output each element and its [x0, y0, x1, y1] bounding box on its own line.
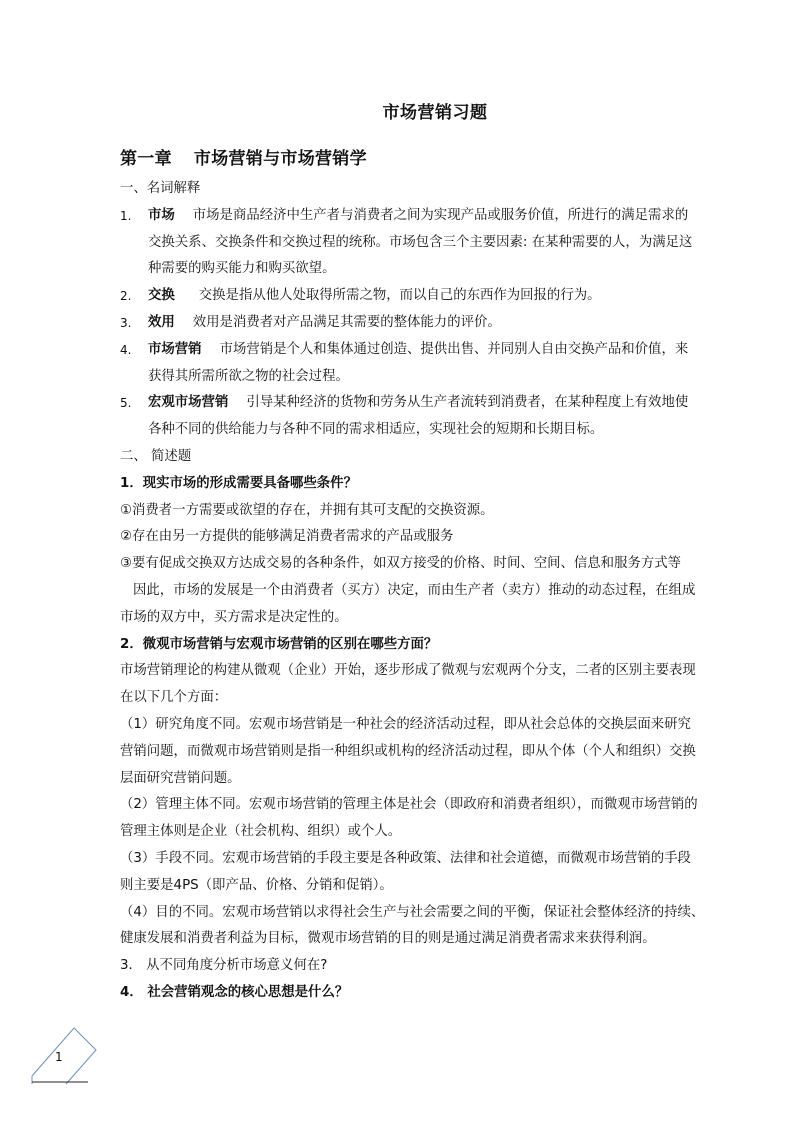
answer-line: （4）目的不同。宏观市场营销以求得社会生产与社会需要之间的平衡，保证社会整体经济的持续、 — [120, 904, 705, 920]
answer-line: 管理主体则是企业（社会机构、组织）或个人。 — [120, 824, 402, 840]
answer-line: 健康发展和消费者利益为目标，微观市场营销的目的则是通过满足消费者需求来获得利润。 — [120, 931, 656, 947]
page-number: 1 — [55, 1050, 63, 1064]
item-number: 4. — [120, 342, 132, 357]
item-number: 5. — [120, 396, 132, 411]
document-title: 市场营销习题 — [382, 103, 488, 123]
chapter-number: 第一章 — [120, 149, 172, 169]
term-item — [120, 283, 724, 310]
question-4: 4． 社会营销观念的核心思想是什么？ — [120, 984, 349, 1000]
term-definition: 各种不同的供给能力与各种不同的需求相适应，实现社会的短期和长期目标。 — [148, 422, 604, 438]
term-item — [120, 390, 724, 444]
term-name: 效用 — [148, 314, 175, 330]
term-definition: 交换关系、交换条件和交换过程的统称。市场包含三个主要因素: 在某种需要的人，为满足这 — [148, 234, 693, 250]
answer-line: ③要有促成交换双方达成交易的各种条件，如双方接受的价格、时间、空间、信息和服务方式等 — [120, 556, 682, 572]
term-definition: 市场营销是个人和集体通过创造、提供出售、并同别人自由交换产品和价值，来 — [219, 341, 689, 357]
term-definition: 种需要的购买能力和购买欲望。 — [148, 261, 336, 277]
question-3: 3． 从不同角度分析市场意义何在? — [120, 958, 328, 974]
section-heading-short-answer: 二、 简述题 — [120, 448, 192, 464]
term-definition: 获得其所需所欲之物的社会过程。 — [148, 368, 349, 384]
term-definition: 交换是指从他人处取得所需之物，而以自己的东西作为回报的行为。 — [198, 288, 601, 304]
term-item — [120, 337, 724, 391]
answer-line: 营销问题，而微观市场营销则是指一种组织或机构的经济活动过程，即从个体（个人和组织）交换 — [120, 743, 696, 759]
answer-line: 因此，市场的发展是一个由消费者（买方）决定，而由生产者（卖方）推动的动态过程，在组成 — [133, 582, 696, 598]
item-number: 3. — [120, 315, 132, 330]
answer-line: 在以下几个方面： — [120, 690, 228, 706]
term-definition: 引导某种经济的货物和劳务从生产者流转到消费者，在某种程度上有效地使 — [246, 395, 689, 411]
answer-line: ②存在由另一方提供的能够满足消费者需求的产品或服务 — [120, 529, 454, 545]
term-definition: 市场是商品经济中生产者与消费者之间为实现产品或服务价值，所进行的满足需求的 — [192, 207, 689, 223]
item-number: 1. — [120, 208, 132, 223]
question-1: 1．现实市场的形成需要具备哪些条件？ — [120, 475, 357, 491]
term-name: 宏观市场营销 — [148, 395, 229, 411]
answer-line: （3）手段不同。宏观市场营销的手段主要是各种政策、法律和社会道德，而微观市场营销的手段 — [120, 850, 691, 866]
answer-line: 层面研究营销问题。 — [120, 770, 241, 786]
page-corner-decoration — [26, 1026, 106, 1086]
term-name: 市场 — [148, 207, 175, 223]
document-body — [120, 176, 724, 1007]
question-2: 2．微观市场营销与宏观市场营销的区别在哪些方面？ — [120, 636, 438, 652]
answer-line: 市场的双方中，买方需求是决定性的。 — [120, 609, 348, 625]
section-heading-terms: 一、名词解释 — [120, 181, 201, 196]
answer-line: 市场营销理论的构建从微观（企业）开始，逐步形成了微观与宏观两个分支，二者的区别主要表现 — [120, 663, 696, 679]
answer-line: ①消费者一方需要或欲望的存在，并拥有其可支配的交换资源。 — [120, 502, 494, 518]
term-definition: 效用是消费者对产品满足其需要的整体能力的评价。 — [192, 314, 501, 330]
term-item — [120, 310, 724, 337]
item-number: 2. — [120, 289, 132, 304]
answer-line: （2）管理主体不同。宏观市场营销的管理主体是社会（即政府和消费者组织），而微观市场营销的 — [120, 797, 698, 813]
answer-line: 则主要是4PS（即产品、价格、分销和促销）。 — [120, 877, 393, 893]
answer-line: （1）研究角度不同。宏观市场营销是一种社会的经济活动过程，即从社会总体的交换层面来研究 — [120, 716, 691, 732]
term-item — [120, 203, 724, 283]
term-name: 交换 — [148, 288, 175, 304]
term-name: 市场营销 — [148, 341, 202, 357]
chapter-name: 市场营销与市场营销学 — [193, 149, 367, 169]
chapter-heading — [120, 144, 367, 169]
